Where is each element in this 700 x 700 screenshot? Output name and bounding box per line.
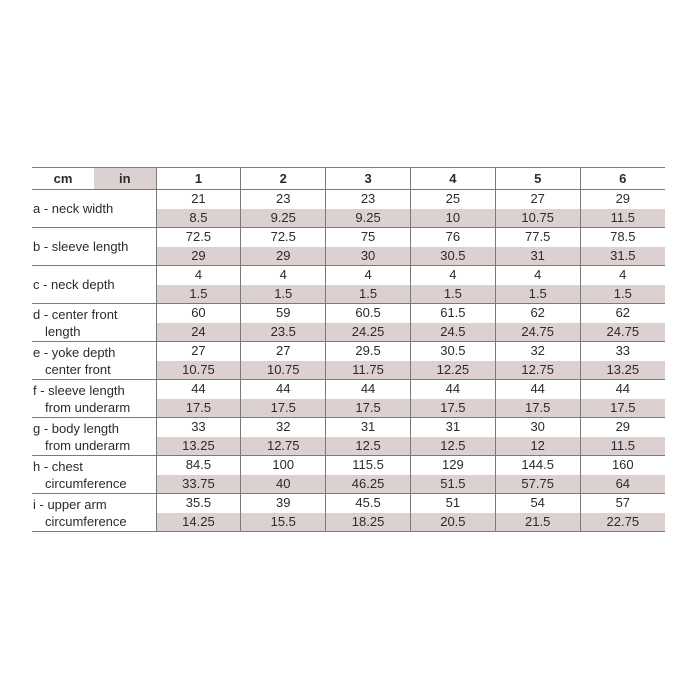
- in-value-cell: 24.75: [495, 323, 580, 342]
- cm-value-cell: 35.5: [156, 494, 241, 513]
- in-value-cell: 12: [495, 437, 580, 456]
- in-value-cell: 12.5: [326, 437, 411, 456]
- in-value-cell: 30: [326, 247, 411, 266]
- in-value-cell: 17.5: [156, 399, 241, 418]
- measurement-row-cm: [32, 342, 665, 361]
- cm-value-cell: 32: [241, 418, 326, 437]
- measurement-label-line: i - upper arm: [33, 496, 107, 512]
- in-value-cell: 12.75: [495, 361, 580, 380]
- unit-in-label[interactable]: in: [94, 168, 156, 189]
- cm-value-cell: 23: [241, 190, 326, 209]
- cm-value-cell: 72.5: [241, 228, 326, 247]
- cm-value-cell: 23: [326, 190, 411, 209]
- measurement-label: [32, 228, 156, 266]
- cm-value-cell: 57: [580, 494, 665, 513]
- cm-value-cell: 54: [495, 494, 580, 513]
- in-value-cell: 1.5: [495, 285, 580, 304]
- cm-value-cell: 60: [156, 304, 241, 323]
- measurement-row-cm: [32, 228, 665, 247]
- cm-value-cell: 44: [241, 380, 326, 399]
- cm-value-cell: 144.5: [495, 456, 580, 475]
- measurement-label: [32, 342, 156, 380]
- cm-value-cell: 4: [156, 266, 241, 285]
- cm-value-cell: 4: [410, 266, 495, 285]
- measurement-row-cm: [32, 266, 665, 285]
- cm-value-cell: 75: [326, 228, 411, 247]
- measurement-label: [32, 418, 156, 456]
- measurement-label: [32, 494, 156, 532]
- measurement-label-line: d - center front: [33, 306, 118, 322]
- in-value-cell: 57.75: [495, 475, 580, 494]
- in-value-cell: 21.5: [495, 513, 580, 532]
- cm-value-cell: 30.5: [410, 342, 495, 361]
- cm-value-cell: 115.5: [326, 456, 411, 475]
- in-value-cell: 22.75: [580, 513, 665, 532]
- in-value-cell: 33.75: [156, 475, 241, 494]
- measurement-label-line: center front: [45, 361, 111, 377]
- in-value-cell: 14.25: [156, 513, 241, 532]
- cm-value-cell: 72.5: [156, 228, 241, 247]
- in-value-cell: 10.75: [241, 361, 326, 380]
- cm-value-cell: 78.5: [580, 228, 665, 247]
- measurement-label-line: circumference: [45, 513, 127, 529]
- in-value-cell: 1.5: [410, 285, 495, 304]
- measurement-label: [32, 266, 156, 304]
- size-header-1: 1: [156, 168, 241, 190]
- in-value-cell: 51.5: [410, 475, 495, 494]
- in-value-cell: 31.5: [580, 247, 665, 266]
- measurement-label: [32, 304, 156, 342]
- cm-value-cell: 33: [580, 342, 665, 361]
- in-value-cell: 1.5: [156, 285, 241, 304]
- cm-value-cell: 77.5: [495, 228, 580, 247]
- measurement-label-line: f - sleeve length: [33, 382, 125, 398]
- size-chart-table: [32, 167, 665, 532]
- in-value-cell: 12.5: [410, 437, 495, 456]
- in-value-cell: 12.25: [410, 361, 495, 380]
- in-value-cell: 24.75: [580, 323, 665, 342]
- measurement-label-line: g - body length: [33, 420, 120, 436]
- cm-value-cell: 44: [326, 380, 411, 399]
- in-value-cell: 30.5: [410, 247, 495, 266]
- in-value-cell: 29: [241, 247, 326, 266]
- cm-value-cell: 27: [156, 342, 241, 361]
- measurement-label: [32, 380, 156, 418]
- cm-value-cell: 51: [410, 494, 495, 513]
- measurement-label-line: e - yoke depth: [33, 344, 116, 360]
- cm-value-cell: 44: [495, 380, 580, 399]
- cm-value-cell: 62: [580, 304, 665, 323]
- measurement-label: [32, 190, 156, 228]
- cm-value-cell: 61.5: [410, 304, 495, 323]
- cm-value-cell: 31: [326, 418, 411, 437]
- size-header-5: 5: [495, 168, 580, 190]
- in-value-cell: 40: [241, 475, 326, 494]
- cm-value-cell: 60.5: [326, 304, 411, 323]
- cm-value-cell: 39: [241, 494, 326, 513]
- in-value-cell: 17.5: [326, 399, 411, 418]
- in-value-cell: 10.75: [495, 209, 580, 228]
- measurement-row-cm: [32, 494, 665, 513]
- size-header-4: 4: [410, 168, 495, 190]
- cm-value-cell: 160: [580, 456, 665, 475]
- in-value-cell: 11.5: [580, 437, 665, 456]
- cm-value-cell: 27: [241, 342, 326, 361]
- cm-value-cell: 30: [495, 418, 580, 437]
- unit-cm-label[interactable]: cm: [53, 171, 73, 186]
- measurement-row-cm: [32, 380, 665, 399]
- measurement-row-cm: [32, 190, 665, 209]
- measurement-row-cm: [32, 304, 665, 323]
- in-value-cell: 9.25: [326, 209, 411, 228]
- cm-value-cell: 29.5: [326, 342, 411, 361]
- cm-value-cell: 44: [156, 380, 241, 399]
- cm-value-cell: 100: [241, 456, 326, 475]
- in-value-cell: 12.75: [241, 437, 326, 456]
- cm-value-cell: 44: [410, 380, 495, 399]
- in-value-cell: 8.5: [156, 209, 241, 228]
- in-value-cell: 1.5: [326, 285, 411, 304]
- cm-value-cell: 129: [410, 456, 495, 475]
- measurement-label-line: from underarm: [45, 399, 131, 415]
- measurement-label-line: h - chest: [33, 458, 83, 474]
- in-value-cell: 11.75: [326, 361, 411, 380]
- cm-value-cell: 4: [580, 266, 665, 285]
- measurement-label-line: c - neck depth: [33, 277, 115, 292]
- cm-value-cell: 29: [580, 190, 665, 209]
- size-header-6: 6: [580, 168, 665, 190]
- size-header-3: 3: [326, 168, 411, 190]
- in-value-cell: 11.5: [580, 209, 665, 228]
- cm-value-cell: 31: [410, 418, 495, 437]
- measurement-label-line: b - sleeve length: [33, 239, 129, 254]
- in-value-cell: 31: [495, 247, 580, 266]
- cm-value-cell: 21: [156, 190, 241, 209]
- in-value-cell: 18.25: [326, 513, 411, 532]
- header-row: [32, 168, 665, 190]
- cm-value-cell: 29: [580, 418, 665, 437]
- in-value-cell: 24: [156, 323, 241, 342]
- in-value-cell: 29: [156, 247, 241, 266]
- in-value-cell: 24.25: [326, 323, 411, 342]
- cm-value-cell: 27: [495, 190, 580, 209]
- in-value-cell: 9.25: [241, 209, 326, 228]
- in-value-cell: 1.5: [241, 285, 326, 304]
- in-value-cell: 10.75: [156, 361, 241, 380]
- in-value-cell: 17.5: [410, 399, 495, 418]
- cm-value-cell: 76: [410, 228, 495, 247]
- cm-value-cell: 4: [326, 266, 411, 285]
- in-value-cell: 15.5: [241, 513, 326, 532]
- in-value-cell: 24.5: [410, 323, 495, 342]
- measurement-row-cm: [32, 418, 665, 437]
- in-value-cell: 46.25: [326, 475, 411, 494]
- cm-value-cell: 32: [495, 342, 580, 361]
- in-value-cell: 1.5: [580, 285, 665, 304]
- in-value-cell: 17.5: [495, 399, 580, 418]
- measurement-label-line: length: [45, 323, 81, 339]
- in-value-cell: 17.5: [580, 399, 665, 418]
- in-value-cell: 64: [580, 475, 665, 494]
- in-value-cell: 10: [410, 209, 495, 228]
- cm-value-cell: 62: [495, 304, 580, 323]
- in-value-cell: 13.25: [580, 361, 665, 380]
- cm-value-cell: 45.5: [326, 494, 411, 513]
- measurement-label-line: circumference: [45, 475, 127, 491]
- in-value-cell: 13.25: [156, 437, 241, 456]
- cm-value-cell: 84.5: [156, 456, 241, 475]
- cm-value-cell: 4: [241, 266, 326, 285]
- cm-value-cell: 59: [241, 304, 326, 323]
- in-value-cell: 23.5: [241, 323, 326, 342]
- cm-value-cell: 4: [495, 266, 580, 285]
- cm-value-cell: 25: [410, 190, 495, 209]
- measurement-label-line: a - neck width: [33, 201, 114, 216]
- measurement-label: [32, 456, 156, 494]
- size-chart-body: [32, 190, 665, 532]
- unit-toggle: [32, 168, 156, 190]
- size-chart-header: [32, 168, 665, 190]
- cm-value-cell: 44: [580, 380, 665, 399]
- measurement-row-cm: [32, 456, 665, 475]
- size-header-2: 2: [241, 168, 326, 190]
- in-value-cell: 17.5: [241, 399, 326, 418]
- cm-value-cell: 33: [156, 418, 241, 437]
- in-value-cell: 20.5: [410, 513, 495, 532]
- measurement-label-line: from underarm: [45, 437, 131, 453]
